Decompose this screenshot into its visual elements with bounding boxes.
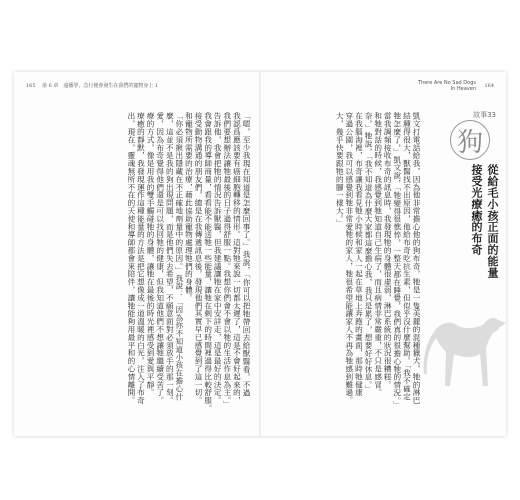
dog-character-badge <box>450 120 490 160</box>
left-text-column: 告訴他，我會把牠的情況告訴獸醫，但我建議讓牠在家中安詳走，這是最好的決定。 <box>213 112 223 405</box>
left-text-column: 愛，因為布奇覺得他們還是可以找回牠的健康，但我知道他們不想讓牠繼續受苦了。 <box>155 112 165 405</box>
right-text-column: 大，幾乎快要跟牠的腳一樣大。」 <box>335 112 345 227</box>
right-running-header-line-2: In Heaven <box>450 86 476 92</box>
greyhound-tail <box>424 332 436 374</box>
left-text-column: 出，現在，靈魂無所不在的天使和導師都會來陪伴，讓牠能夠用最平和的心情離開。 <box>126 112 136 405</box>
right-page-number: 164 <box>484 83 494 89</box>
left-text-column: 和寵物所需要的治療，藉此協助寵物處理牠們的身體。 <box>184 112 194 302</box>
right-page-body <box>272 112 420 416</box>
right-text-column: 結腫得很大，獸醫找不出原因，他給布奇吃抗生素，但似乎沒什麼幫助。「我不確定 <box>402 112 412 401</box>
story-title-line: 從給毛小孩正面的能量 <box>486 164 499 278</box>
greyhound-illustration <box>414 296 508 394</box>
left-text-column: 「嗯，至少我現在知道是怎麼回事了。」我說，「你可以把牠帶回去給獸醫看，不過 <box>242 112 251 397</box>
right-text-column: 凱文打電話給我，因為他非常擔心他的狗布奇，牠是一隻美麗的混種獵犬，牠的淋巴 <box>412 112 421 405</box>
greyhound-body <box>434 318 500 386</box>
right-running-header-line-1: There Are No Sad Dogs <box>417 80 476 86</box>
right-text-column: 牠怎麼了，」凱文說，「牠變得很憔悴，一整天都在睡覺，我們真的很擔心牠的情況。」 <box>392 112 402 409</box>
right-running-header <box>418 80 476 92</box>
right-text-column: 和牠對話的時候，我感覺到牠知道自己生病了，而且病情非常嚴重，不只是感冒。 <box>373 112 383 397</box>
left-text-column: 「你必須揪出隱藏在不正確地劑量中的原因。」我說：「因為你不知道小孩在擔心什 <box>174 112 184 401</box>
left-running-header: 第 6 章 遠播學，急行便會發生在我們的寵物身上 1 <box>42 83 159 89</box>
book-gutter <box>259 72 261 436</box>
left-text-column: 我會跟我的導師商量，看看能不能送牠一些能量，讓牠在剩下的時間裡過得比較舒服。 <box>203 112 213 413</box>
left-text-column: 我們要想辦法讓牠最後的日子過得舒服一點。我想你們會不會以牠的生活作息為主。」 <box>222 112 232 409</box>
right-text-column: 奈，」牠說，「我不知道為什麼大家都這麼擔心我，我只是累了，想要好好休息。」 <box>364 112 374 393</box>
story-title-line: 接受光療癒的布奇 <box>470 164 483 256</box>
left-text-column: 麼，這並不是我的狗出現問題，而是他們失去希望，不願意面對必須放手的那一刻。 <box>165 112 175 405</box>
left-text-column: 接受動物溝通的朋友們，總是在我傳遞訊息後，發現他們其實早已感覺到了這一切。 <box>194 112 204 405</box>
right-text-column: 穿過公園，我可以感覺到牠非常愛牠的家人，牠很希望能讓家人不再為牠感到難過。 <box>344 112 354 405</box>
left-text-column: 療的方式，像是用我的雙手觸碰牠的身體，讓牠在最後的時光裡感受到愛與平靜。 <box>146 112 156 397</box>
right-text-column: 當我調頻接收布奇的訊息時，我發現牠的身體很虛弱，淋巴系統的狀況很糟糕。 <box>383 112 393 389</box>
left-text-column: 療癒的靜默，我發現運作這種能量的方法是把它想像成一道溫暖的白光。注入了布奇 <box>136 112 146 405</box>
left-page-body <box>30 112 250 416</box>
right-text-column: 在我腦海裡，布奇讓我看見牠小時候和家人一起在草地上奔跑的畫面，那時牠健康 <box>354 112 364 397</box>
left-page-number: 165 <box>26 83 36 89</box>
story-number-label: 故事33 <box>473 111 496 119</box>
badge-character: 狗 <box>456 127 483 158</box>
left-text-column: 我認爲應該要有癌細胞轉移的情形。這對牠來說一切都太遲了，這是不會好起來的， <box>232 112 242 405</box>
